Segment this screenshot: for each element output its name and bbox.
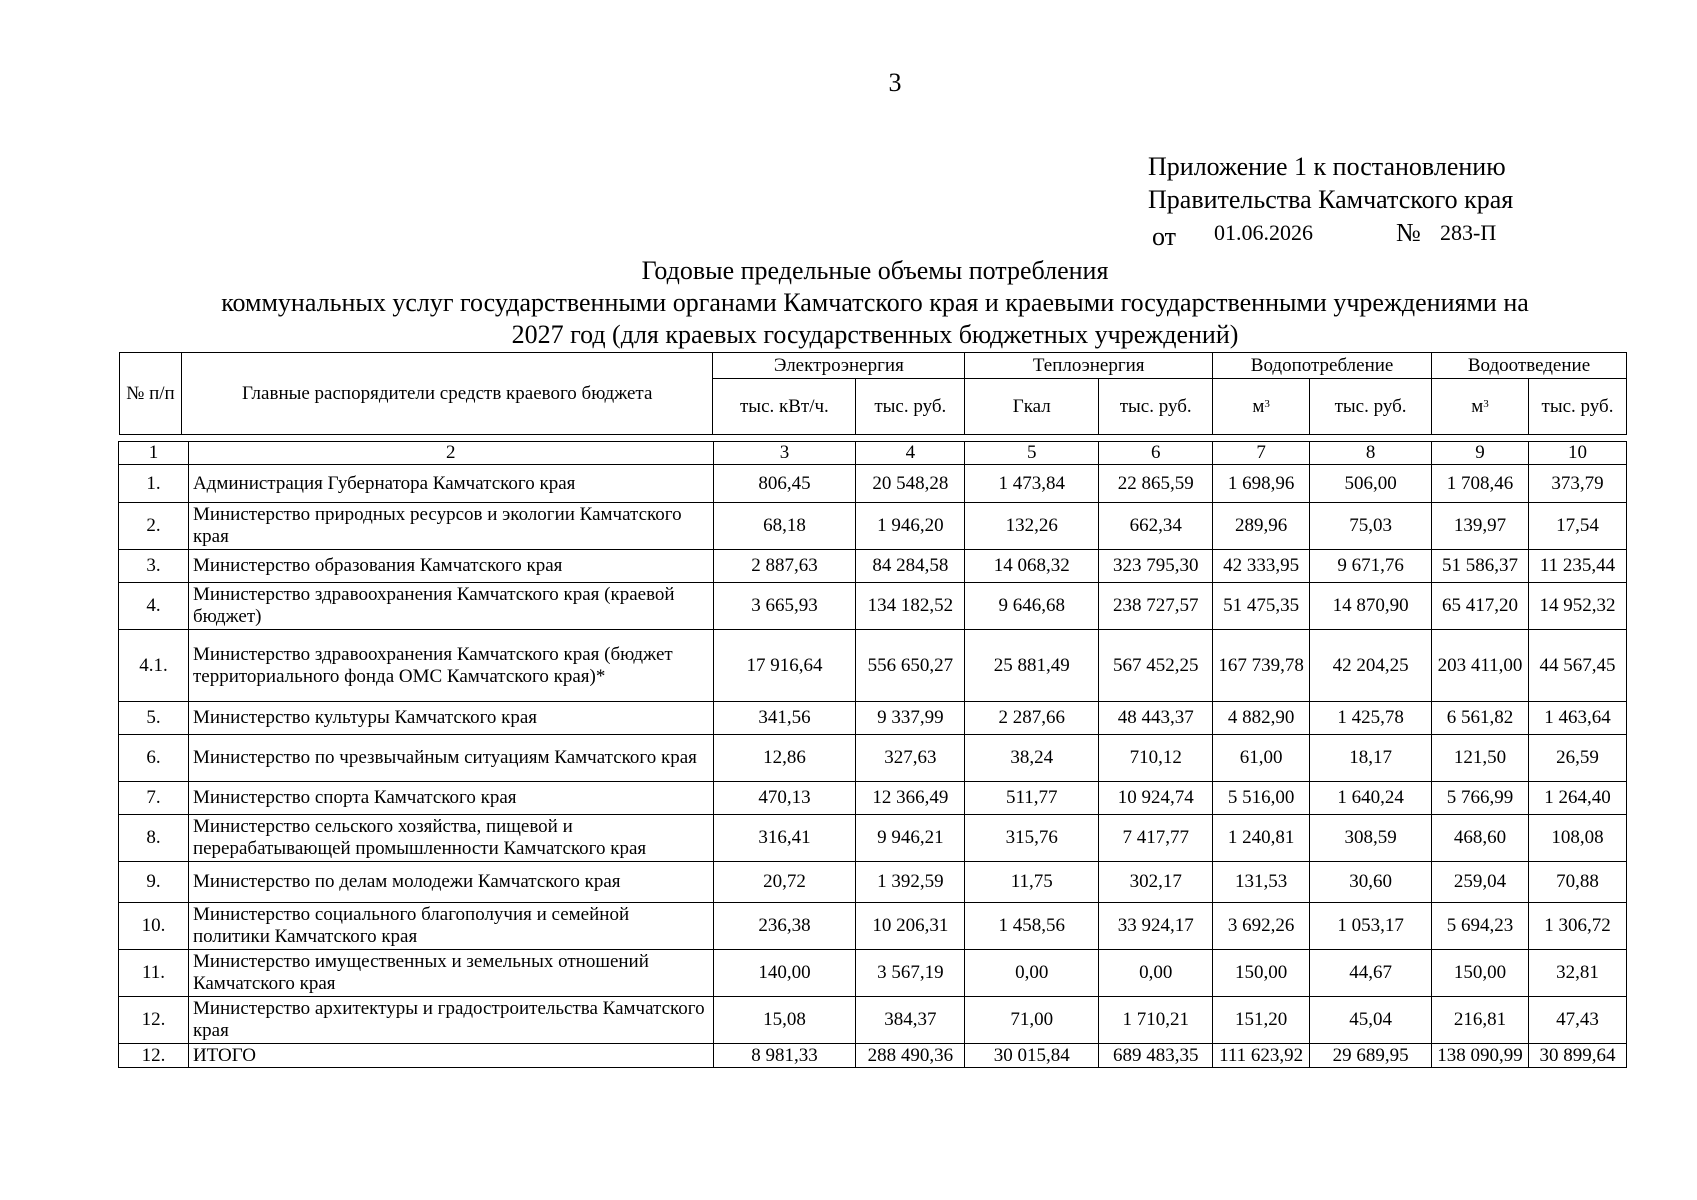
table-row: [119, 862, 1627, 903]
value-cell: 323 795,30: [1099, 550, 1213, 583]
value-cell: 3 692,26: [1213, 903, 1310, 950]
unit-cell: [713, 379, 856, 435]
value-cell: 134 182,52: [856, 583, 965, 630]
table-row: [119, 815, 1627, 862]
value-cell: 150,00: [1432, 950, 1529, 997]
from-label: от: [1152, 222, 1177, 251]
appendix-date-line: [1148, 216, 1513, 251]
row-name: Министерство по делам молодежи Камчатского края: [188, 862, 713, 903]
value-cell: 65 417,20: [1432, 583, 1529, 630]
unit-cell: [1213, 379, 1310, 435]
column-number-cell: 6: [1099, 442, 1213, 465]
value-cell: 468,60: [1432, 815, 1529, 862]
value-cell: 1 425,78: [1310, 702, 1432, 735]
value-cell: 236,38: [713, 903, 856, 950]
value-cell: 30 015,84: [965, 1044, 1099, 1068]
decree-date: 01.06.2026: [1214, 220, 1313, 245]
row-number: 6.: [119, 735, 189, 782]
value-cell: 662,34: [1099, 503, 1213, 550]
column-number-row: [119, 442, 1627, 465]
value-cell: 48 443,37: [1099, 702, 1213, 735]
header-group-heat: Теплоэнергия: [965, 353, 1213, 379]
value-cell: 0,00: [965, 950, 1099, 997]
value-cell: 75,03: [1310, 503, 1432, 550]
value-cell: 238 727,57: [1099, 583, 1213, 630]
value-cell: 1 946,20: [856, 503, 965, 550]
value-cell: 1 306,72: [1529, 903, 1627, 950]
header-group-electricity: Электроэнергия: [713, 353, 965, 379]
value-cell: 5 694,23: [1432, 903, 1529, 950]
value-cell: 567 452,25: [1099, 630, 1213, 702]
value-cell: 5 516,00: [1213, 782, 1310, 815]
value-cell: 51 586,37: [1432, 550, 1529, 583]
unit-label: тыс. руб.: [1541, 395, 1614, 417]
value-cell: 0,00: [1099, 950, 1213, 997]
header-name: Главные распорядители средств краевого бюджета: [181, 353, 713, 435]
header-num: № п/п: [120, 353, 182, 435]
value-cell: 7 417,77: [1099, 815, 1213, 862]
value-cell: 15,08: [713, 997, 856, 1044]
row-number: 5.: [119, 702, 189, 735]
value-cell: 11 235,44: [1529, 550, 1627, 583]
value-cell: 259,04: [1432, 862, 1529, 903]
value-cell: 470,13: [713, 782, 856, 815]
value-cell: 71,00: [965, 997, 1099, 1044]
value-cell: 84 284,58: [856, 550, 965, 583]
unit-cell: [856, 379, 965, 435]
row-number: 2.: [119, 503, 189, 550]
value-cell: 121,50: [1432, 735, 1529, 782]
value-cell: 32,81: [1529, 950, 1627, 997]
title-line-1: Годовые предельные объемы потребления: [641, 256, 1109, 285]
value-cell: 12 366,49: [856, 782, 965, 815]
value-cell: 1 708,46: [1432, 465, 1529, 503]
table-row: [119, 735, 1627, 782]
unit-label: тыс. руб.: [1119, 395, 1192, 417]
value-cell: 1 458,56: [965, 903, 1099, 950]
value-cell: 138 090,99: [1432, 1044, 1529, 1068]
value-cell: 44,67: [1310, 950, 1432, 997]
table-row: [119, 782, 1627, 815]
value-cell: 8 981,33: [713, 1044, 856, 1068]
value-cell: 5 766,99: [1432, 782, 1529, 815]
unit-label: м: [1471, 395, 1484, 417]
value-cell: 131,53: [1213, 862, 1310, 903]
column-number-cell: 4: [856, 442, 965, 465]
value-cell: 316,41: [713, 815, 856, 862]
row-number: 7.: [119, 782, 189, 815]
row-number: 12.: [119, 997, 189, 1044]
title-line-2: коммунальных услуг государственными органами Камчатского края и краевыми государственными учреждениями на: [221, 288, 1529, 317]
value-cell: 2 287,66: [965, 702, 1099, 735]
row-number: 11.: [119, 950, 189, 997]
value-cell: 9 946,21: [856, 815, 965, 862]
value-cell: 151,20: [1213, 997, 1310, 1044]
value-cell: 806,45: [713, 465, 856, 503]
value-cell: 1 710,21: [1099, 997, 1213, 1044]
row-number: 1.: [119, 465, 189, 503]
value-cell: 1 240,81: [1213, 815, 1310, 862]
table-row: [119, 997, 1627, 1044]
value-cell: 327,63: [856, 735, 965, 782]
value-cell: 51 475,35: [1213, 583, 1310, 630]
value-cell: 12,86: [713, 735, 856, 782]
value-cell: 689 483,35: [1099, 1044, 1213, 1068]
value-cell: 14 870,90: [1310, 583, 1432, 630]
value-cell: 42 204,25: [1310, 630, 1432, 702]
row-number: 3.: [119, 550, 189, 583]
value-cell: 47,43: [1529, 997, 1627, 1044]
row-name: Министерство образования Камчатского края: [188, 550, 713, 583]
value-cell: 10 206,31: [856, 903, 965, 950]
header-group-sewerage: Водоотведение: [1432, 353, 1627, 379]
value-cell: 44 567,45: [1529, 630, 1627, 702]
value-cell: 9 337,99: [856, 702, 965, 735]
value-cell: 9 646,68: [965, 583, 1099, 630]
row-name: Министерство социального благополучия и семейной политики Камчатского края: [188, 903, 713, 950]
title-line-3: 2027 год (для краевых государственных бюджетных учреждений): [511, 320, 1239, 349]
row-name: Министерство здравоохранения Камчатского края (бюджет территориального фонда ОМС Камчатского края)*: [188, 630, 713, 702]
table-row: [119, 550, 1627, 583]
value-cell: 42 333,95: [1213, 550, 1310, 583]
value-cell: 710,12: [1099, 735, 1213, 782]
value-cell: 9 671,76: [1310, 550, 1432, 583]
value-cell: 25 881,49: [965, 630, 1099, 702]
value-cell: 61,00: [1213, 735, 1310, 782]
table-body: [119, 442, 1627, 1068]
value-cell: 1 698,96: [1213, 465, 1310, 503]
unit-cell: [1310, 379, 1432, 435]
appendix-line-1: Приложение 1 к постановлению: [1148, 152, 1506, 181]
unit-label: тыс. руб.: [1334, 395, 1407, 417]
column-number-cell: 8: [1310, 442, 1432, 465]
row-name: ИТОГО: [188, 1044, 713, 1068]
value-cell: 1 053,17: [1310, 903, 1432, 950]
value-cell: 20 548,28: [856, 465, 965, 503]
value-cell: 30 899,64: [1529, 1044, 1627, 1068]
row-name: Министерство архитектуры и градостроительства Камчатского края: [188, 997, 713, 1044]
row-number: 12.: [119, 1044, 189, 1068]
value-cell: 167 739,78: [1213, 630, 1310, 702]
column-number-cell: 1: [119, 442, 189, 465]
column-number-cell: 2: [188, 442, 713, 465]
value-cell: 2 887,63: [713, 550, 856, 583]
value-cell: 4 882,90: [1213, 702, 1310, 735]
row-name: Администрация Губернатора Камчатского края: [188, 465, 713, 503]
value-cell: 10 924,74: [1099, 782, 1213, 815]
row-number: 9.: [119, 862, 189, 903]
value-cell: 373,79: [1529, 465, 1627, 503]
appendix-line-2: Правительства Камчатского края: [1148, 185, 1514, 214]
unit-superscript: 3: [1483, 397, 1489, 410]
value-cell: 3 567,19: [856, 950, 965, 997]
value-cell: 384,37: [856, 997, 965, 1044]
row-name: Министерство природных ресурсов и экологии Камчатского края: [188, 503, 713, 550]
table-row: [119, 503, 1627, 550]
value-cell: 139,97: [1432, 503, 1529, 550]
value-cell: 216,81: [1432, 997, 1529, 1044]
value-cell: 17,54: [1529, 503, 1627, 550]
value-cell: 341,56: [713, 702, 856, 735]
value-cell: 11,75: [965, 862, 1099, 903]
value-cell: 302,17: [1099, 862, 1213, 903]
value-cell: 30,60: [1310, 862, 1432, 903]
value-cell: 132,26: [965, 503, 1099, 550]
value-cell: 111 623,92: [1213, 1044, 1310, 1068]
table-header: [119, 352, 1627, 435]
number-label: №: [1396, 218, 1421, 247]
value-cell: 70,88: [1529, 862, 1627, 903]
unit-cell: [1432, 379, 1529, 435]
table-row: [119, 903, 1627, 950]
value-cell: 33 924,17: [1099, 903, 1213, 950]
row-name: Министерство здравоохранения Камчатского края (краевой бюджет): [188, 583, 713, 630]
value-cell: 556 650,27: [856, 630, 965, 702]
document-title: [150, 255, 1600, 351]
value-cell: 45,04: [1310, 997, 1432, 1044]
value-cell: 3 665,93: [713, 583, 856, 630]
value-cell: 20,72: [713, 862, 856, 903]
header-group-water-supply: Водопотребление: [1213, 353, 1432, 379]
value-cell: 26,59: [1529, 735, 1627, 782]
value-cell: 38,24: [965, 735, 1099, 782]
value-cell: 288 490,36: [856, 1044, 965, 1068]
row-name: Министерство сельского хозяйства, пищевой и перерабатывающей промышленности Камчатского края: [188, 815, 713, 862]
table-row: [119, 702, 1627, 735]
column-number-cell: 7: [1213, 442, 1310, 465]
decree-number: 283-П: [1440, 220, 1497, 245]
row-name: Министерство по чрезвычайным ситуациям Камчатского края: [188, 735, 713, 782]
value-cell: 1 640,24: [1310, 782, 1432, 815]
table-row: [119, 630, 1627, 702]
table-row: [119, 1044, 1627, 1068]
row-number: 8.: [119, 815, 189, 862]
row-name: Министерство имущественных и земельных отношений Камчатского края: [188, 950, 713, 997]
unit-label: тыс. руб.: [874, 395, 947, 417]
appendix-block: [1148, 150, 1514, 251]
value-cell: 108,08: [1529, 815, 1627, 862]
value-cell: 308,59: [1310, 815, 1432, 862]
table-row: [119, 950, 1627, 997]
value-cell: 1 463,64: [1529, 702, 1627, 735]
table-row: [119, 583, 1627, 630]
column-number-cell: 3: [713, 442, 856, 465]
value-cell: 17 916,64: [713, 630, 856, 702]
column-number-cell: 9: [1432, 442, 1529, 465]
unit-cell: [1099, 379, 1213, 435]
value-cell: 506,00: [1310, 465, 1432, 503]
unit-label: тыс. кВт/ч.: [740, 395, 829, 417]
unit-label: м: [1252, 395, 1265, 417]
value-cell: 511,77: [965, 782, 1099, 815]
value-cell: 14 068,32: [965, 550, 1099, 583]
value-cell: 68,18: [713, 503, 856, 550]
unit-cell: [1528, 379, 1626, 435]
table-row: [119, 465, 1627, 503]
value-cell: 289,96: [1213, 503, 1310, 550]
value-cell: 1 264,40: [1529, 782, 1627, 815]
column-number-cell: 10: [1529, 442, 1627, 465]
value-cell: 140,00: [713, 950, 856, 997]
value-cell: 1 473,84: [965, 465, 1099, 503]
page-number: 3: [888, 68, 902, 97]
value-cell: 6 561,82: [1432, 702, 1529, 735]
value-cell: 29 689,95: [1310, 1044, 1432, 1068]
unit-cell: [965, 379, 1099, 435]
row-name: Министерство культуры Камчатского края: [188, 702, 713, 735]
value-cell: 18,17: [1310, 735, 1432, 782]
row-name: Министерство спорта Камчатского края: [188, 782, 713, 815]
unit-superscript: 3: [1264, 397, 1270, 410]
row-number: 4.1.: [119, 630, 189, 702]
row-number: 10.: [119, 903, 189, 950]
value-cell: 203 411,00: [1432, 630, 1529, 702]
value-cell: 150,00: [1213, 950, 1310, 997]
row-number: 4.: [119, 583, 189, 630]
column-number-cell: 5: [965, 442, 1099, 465]
data-table: [118, 441, 1627, 1068]
unit-label: Гкал: [1012, 395, 1051, 417]
value-cell: 22 865,59: [1099, 465, 1213, 503]
value-cell: 14 952,32: [1529, 583, 1627, 630]
value-cell: 315,76: [965, 815, 1099, 862]
value-cell: 1 392,59: [856, 862, 965, 903]
